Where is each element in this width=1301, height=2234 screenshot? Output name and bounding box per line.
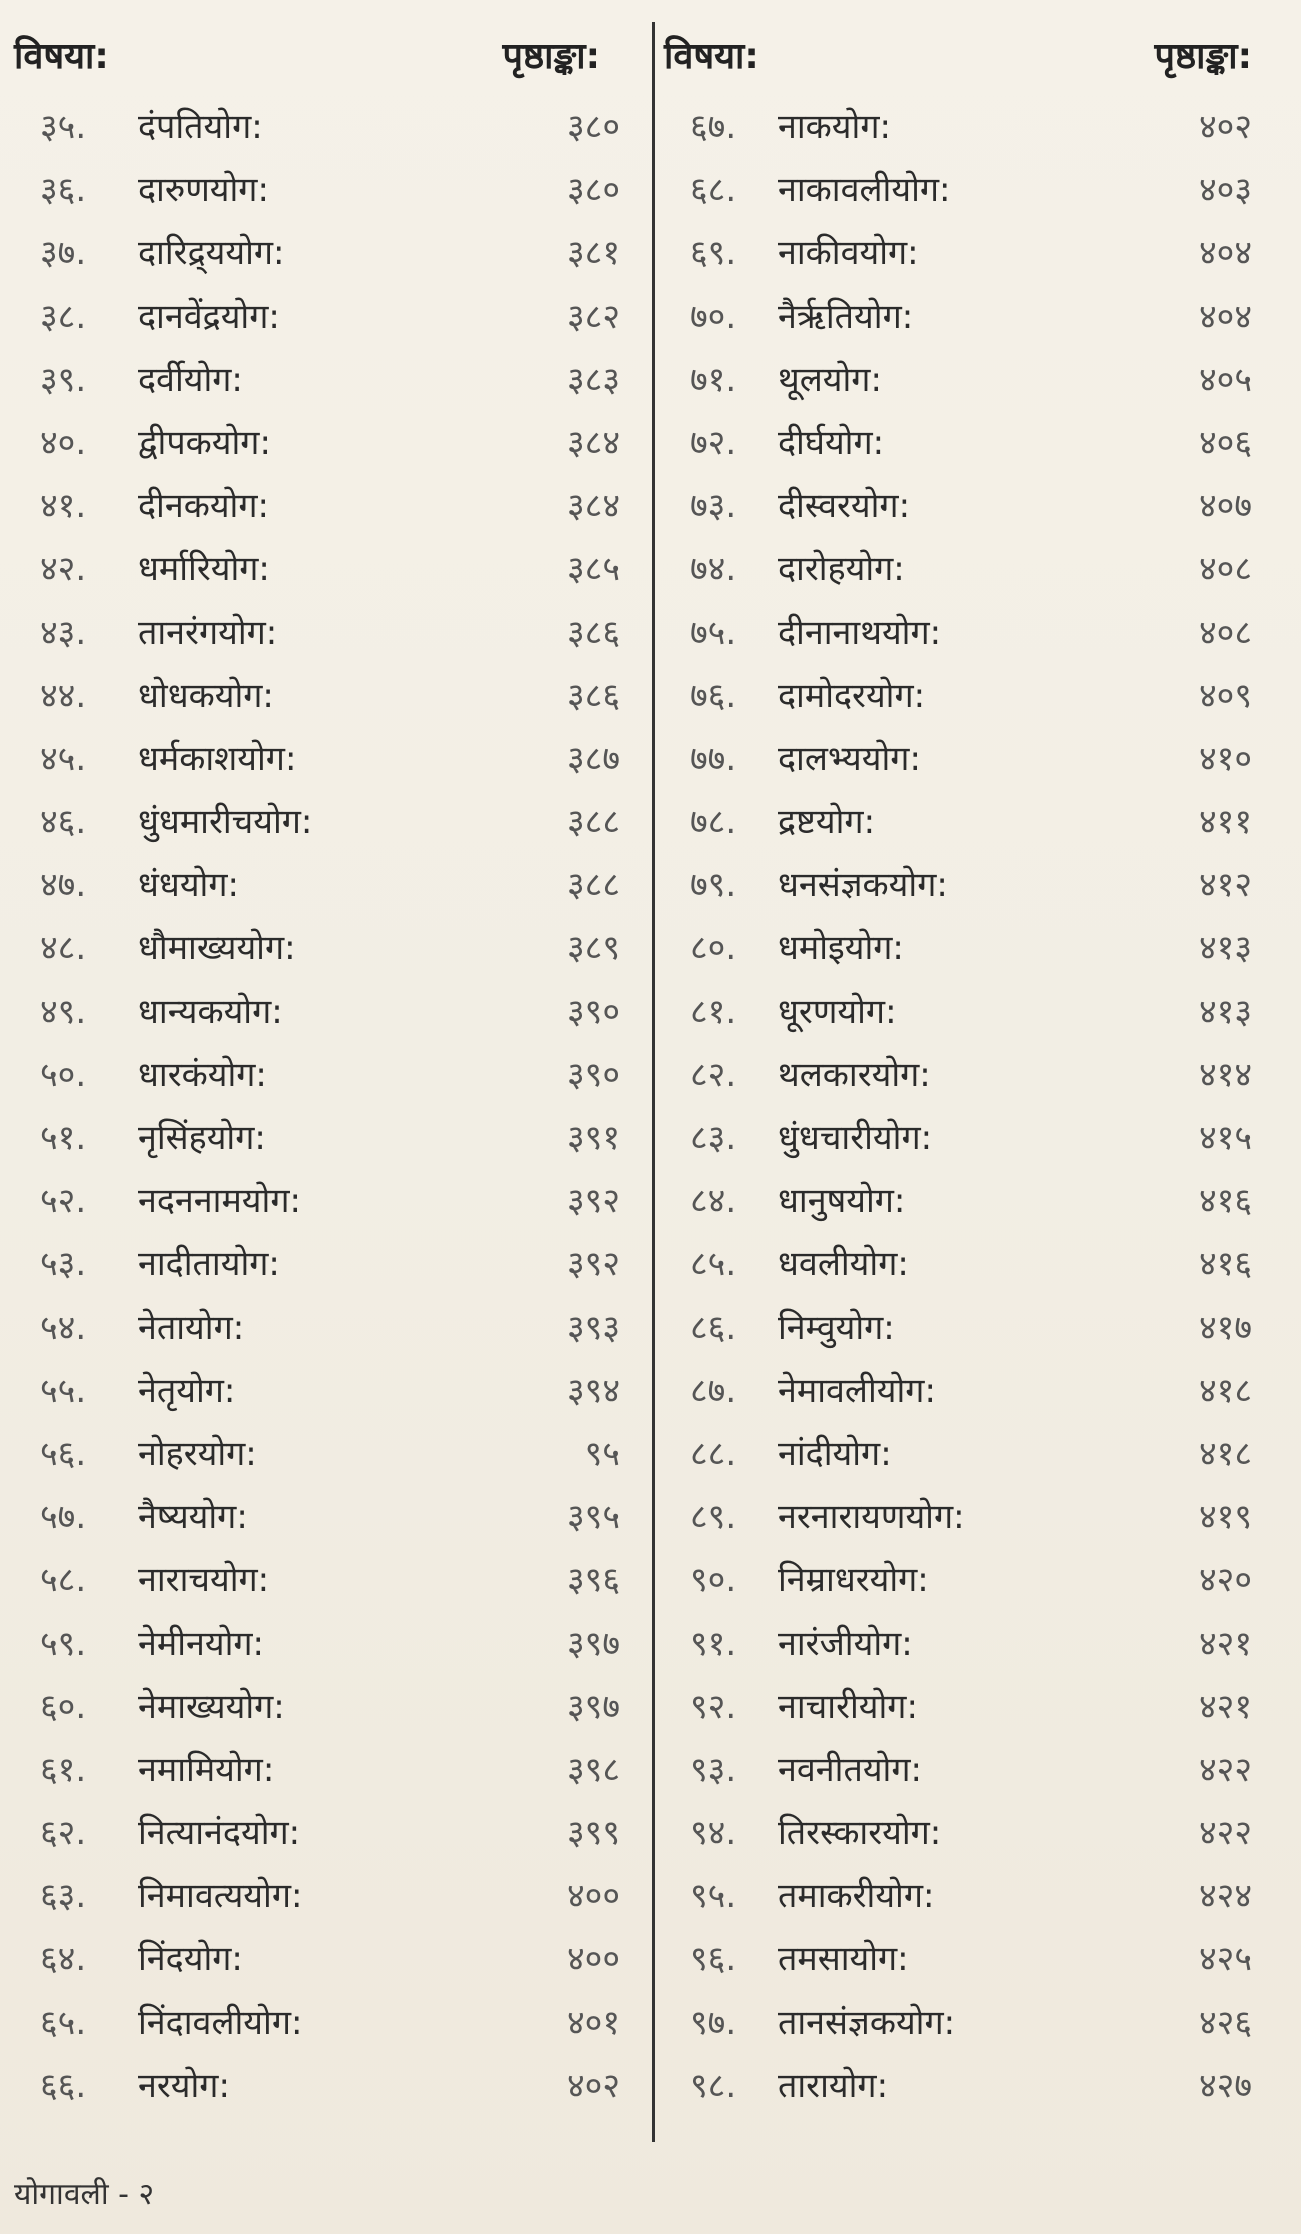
entry-title: नाकयोग: [778,107,891,147]
list-item [660,1486,1272,1549]
entry-number: ८७. [690,1370,737,1411]
entry-number: ५०. [40,1054,87,1095]
list-item [660,981,1272,1044]
entry-title: द्रष्टयोग: [778,802,876,843]
entry-title: धौमाख्ययोग: [138,928,296,969]
list-item [660,602,1272,665]
entry-title: निम्वुयोग: [778,1307,895,1348]
list-item [0,1739,640,1802]
entry-number: ९८. [690,2065,737,2106]
entry-page-number: ३८६ [566,612,620,653]
entry-title: निमावत्ययोग: [138,1876,303,1917]
entry-number: ६८. [690,170,737,211]
entry-page-number: ४०० [566,1876,620,1917]
entry-number: ९३. [690,1749,737,1790]
entry-number: ९४. [690,1813,737,1854]
entry-page-number: ४१३ [1198,991,1252,1032]
entry-page-number: ४२० [1198,1560,1252,1601]
entry-page-number: ४१६ [1198,1244,1252,1285]
entry-number: ९७. [690,2002,737,2043]
list-item [660,1549,1272,1612]
entry-number: ६४. [40,1939,87,1980]
entry-number: ८८. [690,1433,737,1474]
entry-title: निंदयोग: [138,1939,243,1980]
entry-number: ५१. [40,1118,87,1158]
entry-title: दारिद्र्ययोग: [138,233,285,274]
entry-number: ४१. [40,486,87,527]
list-item [0,1170,640,1233]
entry-number: ५६. [40,1433,87,1474]
entry-title: नमामियोग: [138,1749,275,1790]
entry-page-number: ४१८ [1198,1370,1252,1411]
entry-page-number: ४१३ [1198,928,1252,969]
entry-title: धर्मारियोग: [138,549,270,590]
entry-number: ९६. [690,1939,737,1980]
entry-page-number: ४०४ [1198,296,1252,337]
entry-number: ५७. [40,1497,87,1538]
list-item [660,1928,1272,1991]
entry-page-number: ३९० [566,1054,620,1095]
entry-page-number: ३८१ [566,233,620,274]
entry-number: ४९. [40,991,87,1032]
entry-title: थूलयोग: [778,359,882,400]
list-item [660,791,1272,854]
entry-number: ५५. [40,1370,87,1411]
entry-number: ७०. [690,296,737,337]
list-item [0,222,640,285]
entry-page-number: ३९९ [566,1813,620,1854]
entry-number: ३९. [40,359,87,400]
list-item [0,1802,640,1865]
page-number-heading: पृष्ठाङ्का: [1154,36,1252,77]
entry-page-number: ४२४ [1198,1876,1252,1917]
list-item [660,1107,1272,1170]
entry-page-number: ३९२ [566,1244,620,1285]
entry-number: ४४. [40,675,87,716]
entry-page-number: ४१४ [1198,1054,1252,1095]
list-item [0,1233,640,1296]
list-item [660,349,1272,412]
entry-number: ९०. [690,1560,737,1601]
entry-page-number: ३८६ [566,675,620,716]
entry-title: धान्यकयोग: [138,991,283,1032]
entry-title: दीनकयोग: [138,486,269,527]
list-item [660,96,1272,159]
entry-number: ५३. [40,1244,87,1285]
entry-number: ६६. [40,2065,87,2106]
entry-title: धूरणयोग: [778,991,897,1032]
entry-page-number: ३८० [566,107,620,147]
entry-number: ७६. [690,675,737,716]
entry-page-number: ३९३ [566,1307,620,1348]
entry-title: धंधयोग: [138,865,239,906]
entry-title: दारुणयोग: [138,170,269,211]
list-item [0,349,640,412]
entry-number: ६१. [40,1749,87,1790]
entry-page-number: ९५ [584,1433,620,1474]
list-item [0,1297,640,1360]
entry-number: ५४. [40,1307,87,1348]
list-item [0,665,640,728]
entry-page-number: ४०६ [1198,422,1252,463]
entry-page-number: ४१८ [1198,1433,1252,1474]
entry-number: ८१. [690,991,737,1032]
entry-title: नेमीनयोग: [138,1623,265,1664]
list-item [660,1676,1272,1739]
entry-number: ९१. [690,1623,737,1664]
entry-number: ७३. [690,486,737,527]
entry-number: ४८. [40,928,87,969]
entry-page-number: ३८९ [566,928,620,969]
entry-page-number: ४०२ [566,2065,620,2106]
list-item [660,917,1272,980]
left-column-header [0,20,640,96]
list-item [660,1170,1272,1233]
entry-page-number: ४२२ [1198,1749,1252,1790]
entry-page-number: ३८७ [566,738,620,779]
entry-number: ४६. [40,802,87,843]
column-divider [652,22,655,2142]
list-item [0,286,640,349]
entry-page-number: ४२१ [1198,1686,1252,1727]
entry-title: नाचारीयोग: [778,1686,918,1727]
list-item [0,854,640,917]
list-item [0,412,640,475]
entry-title: द्वीपकयोग: [138,422,271,463]
entry-title: नदननामयोग: [138,1181,301,1222]
entry-title: नेतायोग: [138,1307,245,1348]
list-item [660,222,1272,285]
entry-number: ९५. [690,1876,737,1917]
entry-page-number: ४०१ [566,2002,620,2043]
entry-title: धानुषयोग: [778,1181,906,1222]
entry-number: ७५. [690,612,737,653]
entry-title: नृसिंहयोग: [138,1118,266,1158]
entry-number: ८५. [690,1244,737,1285]
entry-title: धुंधमारीचयोग: [138,802,313,843]
entry-title: दालभ्ययोग: [778,738,921,779]
entry-page-number: ४२५ [1198,1939,1252,1980]
entry-number: ६५. [40,2002,87,2043]
list-item [0,602,640,665]
list-item [0,2055,640,2118]
entry-number: ५८. [40,1560,87,1601]
list-item [660,1802,1272,1865]
list-item [0,791,640,854]
list-item [0,159,640,222]
entry-title: धुंधचारीयोग: [778,1118,933,1158]
entry-page-number: ३९८ [566,1749,620,1790]
list-item [660,2055,1272,2118]
entry-title: नेमावलीयोग: [778,1370,936,1411]
entry-page-number: ४१५ [1198,1118,1252,1158]
list-item [0,1928,640,1991]
entry-number: ६०. [40,1686,87,1727]
entry-title: तमसायोग: [778,1939,909,1980]
entry-page-number: ३८२ [566,296,620,337]
entry-page-number: ३९२ [566,1181,620,1222]
entry-page-number: ३८४ [566,486,620,527]
list-item [660,286,1272,349]
entry-number: ७४. [690,549,737,590]
entry-title: धोधकयोग: [138,675,274,716]
entry-title: दानवेंद्रयोग: [138,296,280,337]
entry-title: तारायोग: [778,2065,889,2106]
entry-title: नादीतायोग: [138,1244,280,1285]
entry-page-number: ३९७ [566,1623,620,1664]
list-item [0,475,640,538]
entry-number: ३७. [40,233,87,274]
entry-title: दीस्वरयोग: [778,486,911,527]
list-item [0,538,640,601]
entry-number: ७८. [690,802,737,843]
list-item [0,981,640,1044]
list-item [660,728,1272,791]
entry-number: ८४. [690,1181,737,1222]
entry-page-number: ४०२ [1198,107,1252,147]
list-item [0,1423,640,1486]
list-item [660,854,1272,917]
entry-number: ६९. [690,233,737,274]
page-number-heading: पृष्ठाङ्का: [502,36,600,77]
entry-page-number: ४०८ [1198,549,1252,590]
list-item [660,159,1272,222]
list-item [0,96,640,159]
page-footer: योगावली - २ [14,2177,155,2212]
entry-page-number: ३८४ [566,422,620,463]
entry-number: ७२. [690,422,737,463]
subject-heading: विषया: [14,36,109,77]
entry-page-number: ४२७ [1198,2065,1252,2106]
entry-number: ८३. [690,1118,737,1158]
subject-heading: विषया: [664,36,759,77]
entry-number: ७७. [690,738,737,779]
entry-page-number: ४०३ [1198,170,1252,211]
entry-title: दीनानाथयोग: [778,612,942,653]
entry-page-number: ४१९ [1198,1497,1252,1538]
entry-page-number: ३९६ [566,1560,620,1601]
entry-title: तिरस्कारयोग: [778,1813,942,1854]
entry-page-number: ४०५ [1198,359,1252,400]
right-column-header [660,20,1272,96]
entry-page-number: ४०० [566,1939,620,1980]
list-item [0,1044,640,1107]
list-item [0,1549,640,1612]
entry-page-number: ४२२ [1198,1813,1252,1854]
entry-title: नोहरयोग: [138,1433,257,1474]
list-item [660,1423,1272,1486]
entry-page-number: ४१७ [1198,1307,1252,1348]
entry-title: नाकावलीयोग: [778,170,951,211]
entry-title: थलकारयोग: [778,1054,931,1095]
entry-page-number: ३९५ [566,1497,620,1538]
entry-title: नेतृयोग: [138,1370,236,1411]
entry-number: ८९. [690,1497,737,1538]
entry-title: दर्वीयोग: [138,359,243,400]
entry-number: ४५. [40,738,87,779]
entry-number: ८६. [690,1307,737,1348]
list-item [660,665,1272,728]
entry-page-number: ४२१ [1198,1623,1252,1664]
list-item [0,917,640,980]
entry-page-number: ३९७ [566,1686,620,1727]
list-item [660,538,1272,601]
entry-title: नवनीतयोग: [778,1749,922,1790]
entry-number: ७९. [690,865,737,906]
entry-title: नारंजीयोग: [778,1623,913,1664]
entry-number: ६३. [40,1876,87,1917]
entry-page-number: ३९१ [566,1118,620,1158]
entry-title: धमोइयोग: [778,928,904,969]
entry-title: नाकीवयोग: [778,233,919,274]
entry-number: ५९. [40,1623,87,1664]
list-item [0,1613,640,1676]
list-item [660,1233,1272,1296]
left-column [0,20,640,2118]
entry-title: निम्राधरयोग: [778,1560,929,1601]
entry-number: ८२. [690,1054,737,1095]
entry-page-number: ३८३ [566,359,620,400]
entry-number: ९२. [690,1686,737,1727]
entry-page-number: ४०८ [1198,612,1252,653]
entry-page-number: ४०९ [1198,675,1252,716]
entry-page-number: ४०७ [1198,486,1252,527]
entry-title: तमाकरीयोग: [778,1876,935,1917]
list-item [660,1044,1272,1107]
left-entry-list [0,96,640,2118]
entry-title: नैष्ययोग: [138,1497,248,1538]
entry-title: दीर्घयोग: [778,422,885,463]
list-item [0,1107,640,1170]
list-item [0,728,640,791]
entry-page-number: ४१२ [1198,865,1252,906]
entry-number: ३८. [40,296,87,337]
entry-title: नरनारायणयोग: [778,1497,965,1538]
entry-title: नैर्ऋतियोग: [778,296,914,337]
entry-title: दामोदरयोग: [778,675,926,716]
entry-page-number: ३९० [566,991,620,1032]
list-item [660,1739,1272,1802]
entry-page-number: ४०४ [1198,233,1252,274]
right-column [660,20,1272,2118]
right-entry-list [660,96,1272,2118]
entry-number: ६२. [40,1813,87,1854]
entry-number: ५२. [40,1181,87,1222]
entry-number: ७१. [690,359,737,400]
list-item [660,475,1272,538]
entry-title: तानसंज्ञकयोग: [778,2002,956,2043]
list-item [0,1676,640,1739]
entry-page-number: ३८५ [566,549,620,590]
entry-page-number: ४२६ [1198,2002,1252,2043]
list-item [660,1360,1272,1423]
entry-title: नाराचयोग: [138,1560,270,1601]
entry-title: तानरंगयोग: [138,612,278,653]
entry-title: धारकंयोग: [138,1054,267,1095]
entry-number: ४०. [40,422,87,463]
entry-page-number: ३८० [566,170,620,211]
entry-page-number: ३८८ [566,865,620,906]
entry-page-number: ४११ [1198,802,1252,843]
entry-title: नांदीयोग: [778,1433,892,1474]
entry-number: ८०. [690,928,737,969]
list-item [0,1865,640,1928]
entry-title: धवलीयोग: [778,1244,909,1285]
entry-title: नरयोग: [138,2065,230,2106]
entry-title: दारोहयोग: [778,549,905,590]
entry-page-number: ४१० [1198,738,1252,779]
entry-number: ३६. [40,170,87,211]
entry-page-number: ३९४ [566,1370,620,1411]
entry-number: ४२. [40,549,87,590]
entry-title: धनसंज्ञकयोग: [778,865,948,906]
entry-title: नित्यानंदयोग: [138,1813,301,1854]
list-item [660,1297,1272,1360]
list-item [0,1992,640,2055]
list-item [0,1360,640,1423]
list-item [660,1613,1272,1676]
entry-title: निंदावलीयोग: [138,2002,303,2043]
list-item [660,1865,1272,1928]
entry-title: धर्मकाशयोग: [138,738,297,779]
entry-page-number: ३८८ [566,802,620,843]
list-item [660,412,1272,475]
entry-number: ६७. [690,107,737,147]
entry-number: ४७. [40,865,87,906]
entry-number: ३५. [40,107,87,147]
entry-title: नेमाख्ययोग: [138,1686,285,1727]
entry-number: ४३. [40,612,87,653]
entry-title: दंपतियोग: [138,107,263,147]
list-item [660,1992,1272,2055]
entry-page-number: ४१६ [1198,1181,1252,1222]
list-item [0,1486,640,1549]
